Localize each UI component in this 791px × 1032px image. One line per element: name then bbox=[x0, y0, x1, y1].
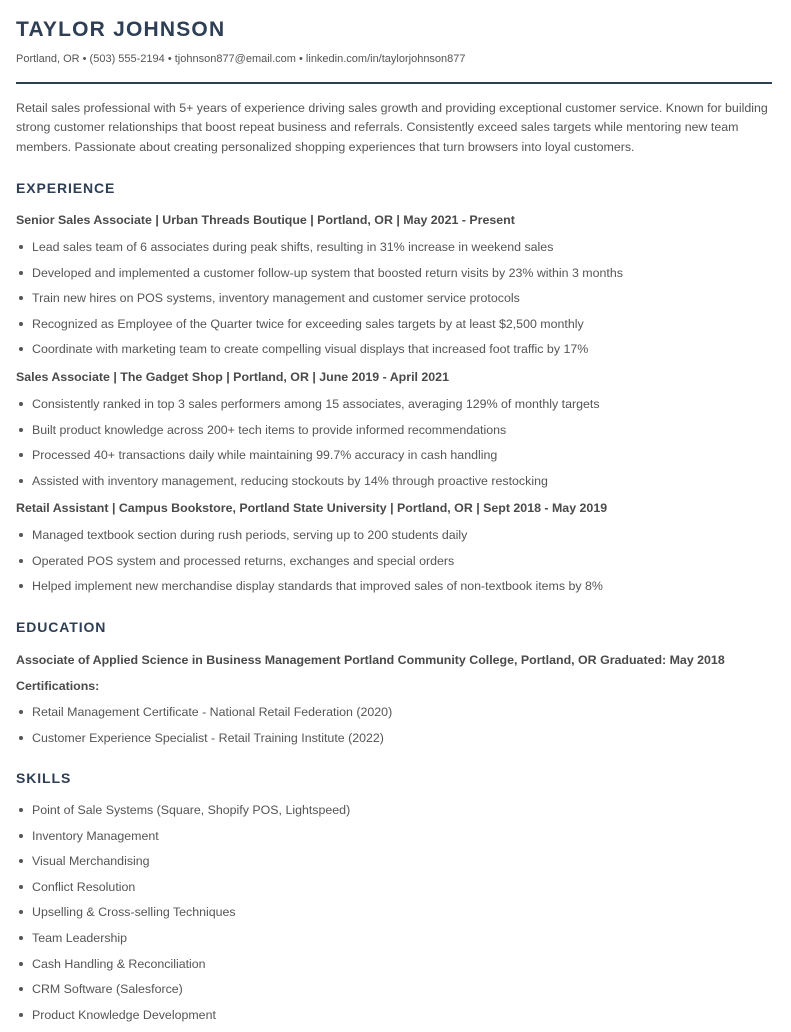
list-item: Consistently ranked in top 3 sales performers among 15 associates, averaging 129% of monthly targets bbox=[16, 396, 600, 422]
list-item: Helped implement new merchandise display standards that improved sales of non-textbook items by 8% bbox=[16, 578, 603, 604]
list-item: Operated POS system and processed returns, exchanges and special orders bbox=[16, 553, 603, 579]
job-title-1: Senior Sales Associate | Urban Threads Boutique | Portland, OR | May 2021 - Present bbox=[16, 213, 515, 227]
list-item: Product Knowledge Development bbox=[16, 1007, 350, 1032]
list-item: Conflict Resolution bbox=[16, 879, 350, 905]
list-item: Developed and implemented a customer follow-up system that boosted return visits by 23% within 3 months bbox=[16, 265, 623, 291]
job-2-bullets bbox=[16, 396, 600, 498]
list-item: Assisted with inventory management, reducing stockouts by 14% through proactive restocking bbox=[16, 473, 600, 499]
list-item: CRM Software (Salesforce) bbox=[16, 981, 350, 1007]
list-item: Point of Sale Systems (Square, Shopify POS, Lightspeed) bbox=[16, 802, 350, 828]
candidate-name: TAYLOR JOHNSON bbox=[16, 18, 226, 41]
list-item: Inventory Management bbox=[16, 828, 350, 854]
list-item: Visual Merchandising bbox=[16, 853, 350, 879]
certifications-label: Certifications: bbox=[16, 679, 100, 693]
certifications-list bbox=[16, 704, 392, 755]
contact-line: Portland, OR • (503) 555-2194 • tjohnson877@email.com • linkedin.com/in/taylorjohnson877 bbox=[16, 53, 466, 65]
job-1-bullets bbox=[16, 239, 623, 367]
list-item: Recognized as Employee of the Quarter twice for exceeding sales targets by at least $2,500 monthly bbox=[16, 316, 623, 342]
list-item: Cash Handling & Reconciliation bbox=[16, 956, 350, 982]
list-item: Team Leadership bbox=[16, 930, 350, 956]
header-divider bbox=[16, 82, 772, 84]
skills-list bbox=[16, 802, 350, 1032]
list-item: Built product knowledge across 200+ tech items to provide informed recommendations bbox=[16, 422, 600, 448]
list-item: Processed 40+ transactions daily while maintaining 99.7% accuracy in cash handling bbox=[16, 447, 600, 473]
list-item: Managed textbook section during rush periods, serving up to 200 students daily bbox=[16, 527, 603, 553]
list-item: Upselling & Cross-selling Techniques bbox=[16, 904, 350, 930]
list-item: Lead sales team of 6 associates during peak shifts, resulting in 31% increase in weekend sales bbox=[16, 239, 623, 265]
degree-line: Associate of Applied Science in Business Management Portland Community College, Portland, OR Graduated: May 2018 bbox=[16, 653, 725, 667]
list-item: Coordinate with marketing team to create compelling visual displays that increased foot traffic by 17% bbox=[16, 341, 623, 367]
list-item: Train new hires on POS systems, inventory management and customer service protocols bbox=[16, 290, 623, 316]
skills-heading: SKILLS bbox=[16, 770, 72, 786]
list-item: Retail Management Certificate - National Retail Federation (2020) bbox=[16, 704, 392, 730]
job-title-3: Retail Assistant | Campus Bookstore, Portland State University | Portland, OR | Sept 2018 - May 2019 bbox=[16, 501, 608, 515]
education-heading: EDUCATION bbox=[16, 619, 107, 635]
job-title-2: Sales Associate | The Gadget Shop | Portland, OR | June 2019 - April 2021 bbox=[16, 370, 449, 384]
professional-summary: Retail sales professional with 5+ years of experience driving sales growth and providing exceptional customer service. Known for building strong customer relationships that boost repeat business and referrals. Consistently exceed sales targets while mentoring new team members. Passionate about creating personalized shopping experiences that turn browsers into loyal customers. bbox=[16, 101, 768, 154]
list-item: Customer Experience Specialist - Retail Training Institute (2022) bbox=[16, 730, 392, 756]
experience-heading: EXPERIENCE bbox=[16, 180, 116, 196]
job-3-bullets bbox=[16, 527, 603, 604]
